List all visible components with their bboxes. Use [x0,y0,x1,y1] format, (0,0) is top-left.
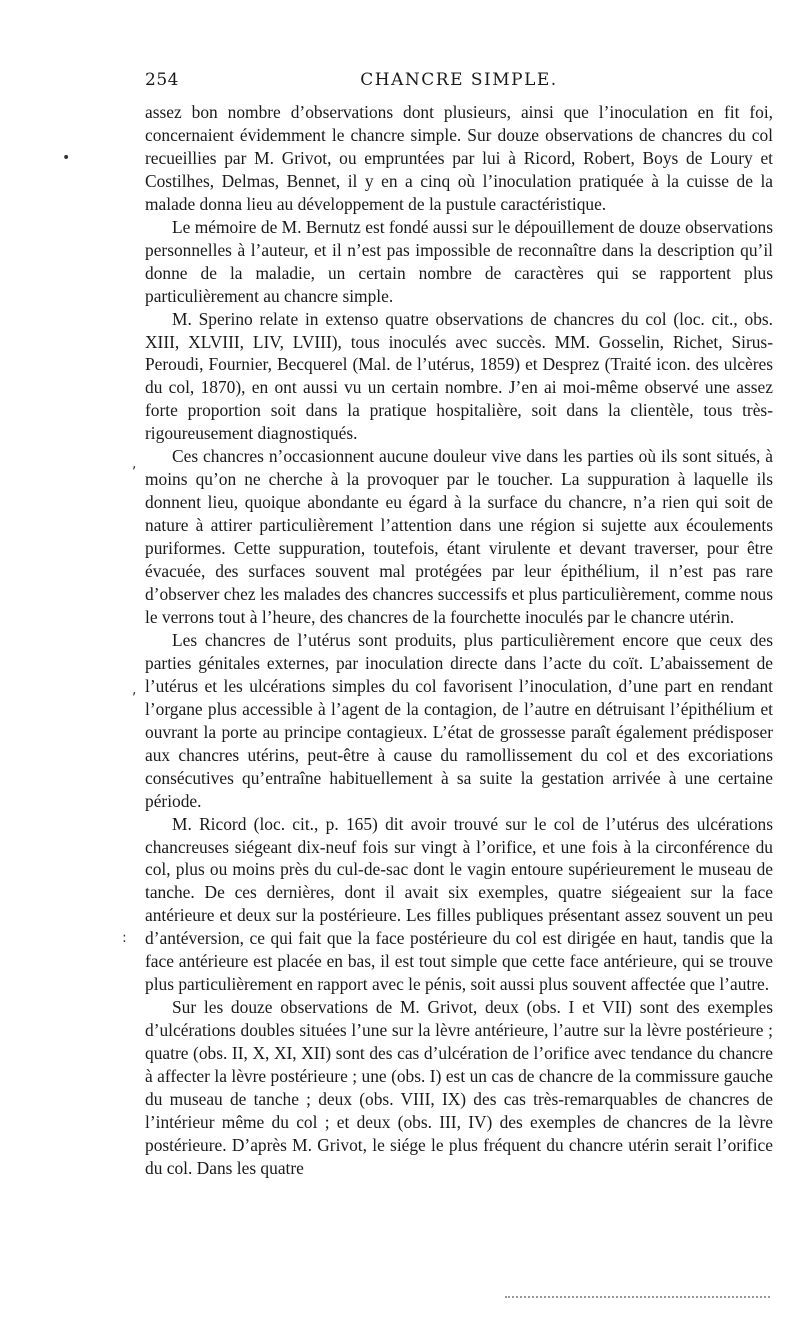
page-number: 254 [145,70,179,90]
page-header [145,70,773,94]
paragraph: Le mémoire de M. Bernutz est fondé aussi sur le dépouillement de douze observations personnelles à l’auteur, et il n’est pas impossible de reconnaître dans la description qu’il donne de la maladie, un certain nombre de caractères qui se rapportent plus particulièrement au chancre simple. [145,216,773,306]
footer-rule [505,1296,770,1302]
paragraph: Ces chancres n’occasionnent aucune douleur vive dans les parties où ils sont situés, à moins qu’on ne cherche à la provoquer par le toucher. La suppuration à laquelle ils donnent lieu, quoique abondante eu égard à la surface du chancre, n’a rien qui soit de nature à attirer particulièrement l’attention dans une région si sujette aux écoulements puriformes. Cette suppuration, toutefois, étant virulente et devant traverser, pour être évacuée, des surfaces souvent mal protégées par leur épithélium, il n’est pas rare d’observer chez les malades des chancres successifs et plus particulièrement, comme nous le verrons tout à l’heure, des chancres de la fourchette inoculés par le chancre utérin. [145,446,773,627]
paragraph: Les chancres de l’utérus sont produits, plus particulièrement encore que ceux des parties génitales externes, par inoculation directe dans l’acte du coït. L’abaissement de l’utérus et les ulcérations simples du col favorisent l’inoculation, d’une part en rendant l’organe plus accessible à l’agent de la contagion, de l’autre en détruisant l’épithélium et ouvrant la porte au principe contagieux. L’état de grossesse paraît également prédisposer aux chancres utérins, peut-être à cause du ramollissement du col et des excoriations consécutives qu’entraîne habituellement à sa suite la gestation arrivée à une certaine période. [145,629,773,811]
running-head: CHANCRE SIMPLE. [360,70,558,90]
paragraph: M. Ricord (loc. cit., p. 165) dit avoir trouvé sur le col de l’utérus des ulcérations chancreuses siégeant dix-neuf fois sur vingt à l’orifice, et une fois à la circonférence du col, plus ou moins près du cul-de-sac dont le vagin entoure supérieurement le museau de tanche. De ces dernières, dont il avait six exemples, quatre siégeaient sur la face antérieure et deux sur la postérieure. Les filles publiques présentant assez souvent un peu d’antéversion, ce qui fait que la face postérieure du col est dirigée en haut, tandis que la face antérieure est placée en bas, il est tout simple que cette face antérieure, qui se trouve plus particulièrement en rapport avec le pénis, soit aussi plus souvent affectée que l’autre. [145,813,773,995]
margin-mark: , [132,682,137,698]
margin-mark: • [62,150,71,166]
margin-mark: , [132,456,137,472]
margin-mark: : [122,930,127,946]
paragraph: M. Sperino relate in extenso quatre observations de chancres du col (loc. cit., obs. XIII, XLVIII, LIV, LVIII), tous inoculés avec succès. MM. Gosselin, Richet, Sirus-Peroudi, Fournier, Becquerel (Mal. de l’utérus, 1859) et Desprez (Traité icon. des ulcères du col, 1870), en ont aussi vu un certain nombre. J’en ai moi-même observé une assez forte proportion soit dans la pratique hospitalière, soit dans la clientèle, tous très-rigoureusement diagnostiqués. [145,308,773,444]
paragraph: Sur les douze observations de M. Grivot, deux (obs. I et VII) sont des exemples d’ulcérations doubles situées l’une sur la lèvre antérieure, l’autre sur la lèvre postérieure ; quatre (obs. II, X, XI, XII) sont des cas d’ulcération de l’orifice avec tendance du chancre à affecter la lèvre postérieure ; une (obs. I) est un cas de chancre de la commissure gauche du museau de tanche ; deux (obs. VIII, IX) des cas très-remarquables de chancres de l’intérieur même du col ; et deux (obs. III, IV) des exemples de chancres de la lèvre postérieure. D’après M. Grivot, le siége le plus fréquent du chancre utérin serait l’orifice du col. Dans les quatre [145,997,773,1178]
body-text [145,101,773,1180]
paragraph: assez bon nombre d’observations dont plusieurs, ainsi que l’inoculation en fit foi, concernaient évidemment le chancre simple. Sur douze observations de chancres du col recueillies par M. Grivot, ou empruntées par lui à Ricord, Robert, Boys de Loury et Costilhes, Delmas, Bennet, il y en a cinq où l’inoculation pratiquée à la cuisse de la malade donna lieu au développement de la pustule caractéristique. [145,102,773,214]
